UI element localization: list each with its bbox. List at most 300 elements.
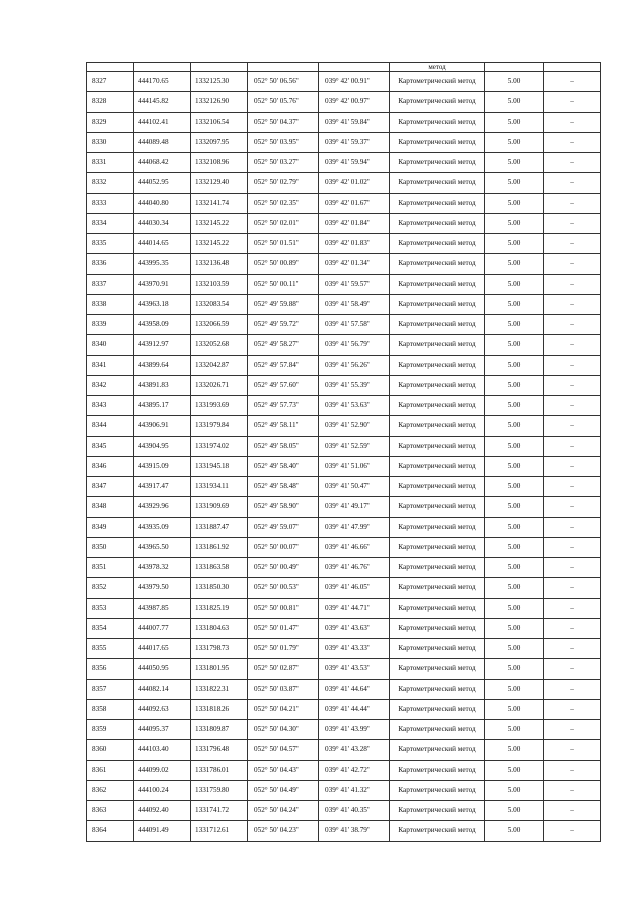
cell-accuracy: 5.00 (485, 274, 544, 294)
cell-longitude: 039° 42' 01.34" (319, 254, 390, 274)
cell-accuracy: 5.00 (485, 315, 544, 335)
cell-longitude: 039° 41' 46.05" (319, 578, 390, 598)
cell-x: 443965.50 (134, 537, 191, 557)
cell-accuracy: 5.00 (485, 456, 544, 476)
cell-extra: – (544, 92, 601, 112)
cell-y: 1331887.47 (191, 517, 248, 537)
cell-latitude: 052° 50' 00.89" (248, 254, 319, 274)
cell-longitude: 039° 42' 01.02" (319, 173, 390, 193)
table-row (87, 477, 601, 497)
cell-point-number: 8364 (87, 821, 134, 841)
cell-y: 1332126.90 (191, 92, 248, 112)
cell-accuracy: 5.00 (485, 760, 544, 780)
cell-accuracy: 5.00 (485, 132, 544, 152)
cell-method: Картометрический метод (390, 173, 485, 193)
cell-longitude: 039° 41' 43.33" (319, 639, 390, 659)
cell-longitude: 039° 41' 56.26" (319, 355, 390, 375)
cell-accuracy: 5.00 (485, 679, 544, 699)
cell-method: Картометрический метод (390, 477, 485, 497)
cell-y: 1331974.02 (191, 436, 248, 456)
cell-y: 1331979.84 (191, 416, 248, 436)
cell-accuracy: 5.00 (485, 517, 544, 537)
cell-accuracy: 5.00 (485, 598, 544, 618)
cell-accuracy: 5.00 (485, 335, 544, 355)
cell-longitude: 039° 42' 01.67" (319, 193, 390, 213)
cell-x: 444100.24 (134, 780, 191, 800)
cell-longitude: 039° 41' 52.59" (319, 436, 390, 456)
cell-latitude: 052° 50' 04.30" (248, 720, 319, 740)
cell-longitude: 039° 41' 44.64" (319, 679, 390, 699)
cell-point-number: 8342 (87, 375, 134, 395)
table-row (87, 578, 601, 598)
cell-method: Картометрический метод (390, 234, 485, 254)
cell-accuracy: 5.00 (485, 821, 544, 841)
cell-x: 444103.40 (134, 740, 191, 760)
cell-longitude: 039° 41' 57.58" (319, 315, 390, 335)
cell-x: 443915.09 (134, 456, 191, 476)
cell-point-number: 8332 (87, 173, 134, 193)
cell-extra: – (544, 355, 601, 375)
cell-point-number: 8358 (87, 699, 134, 719)
cell-y: 1331850.30 (191, 578, 248, 598)
cell-point-number: 8345 (87, 436, 134, 456)
cell-y: 1331822.31 (191, 679, 248, 699)
cell-x: 443912.97 (134, 335, 191, 355)
cell-longitude: 039° 41' 46.66" (319, 537, 390, 557)
cell-longitude: 039° 41' 55.39" (319, 375, 390, 395)
cell-accuracy: 5.00 (485, 193, 544, 213)
cell-x: 443963.18 (134, 294, 191, 314)
cell-longitude: 039° 41' 56.79" (319, 335, 390, 355)
cell-num (87, 63, 134, 72)
table-row (87, 416, 601, 436)
cell-longitude: 039° 41' 59.37" (319, 132, 390, 152)
cell-method: Картометрический метод (390, 578, 485, 598)
cell-accuracy: 5.00 (485, 153, 544, 173)
cell-point-number: 8341 (87, 355, 134, 375)
cell-longitude: 039° 41' 43.53" (319, 659, 390, 679)
table-row (87, 598, 601, 618)
cell-extra: – (544, 173, 601, 193)
cell-point-number: 8333 (87, 193, 134, 213)
cell-y: 1332083.54 (191, 294, 248, 314)
cell-extra: – (544, 618, 601, 638)
table-row (87, 760, 601, 780)
cell-point-number: 8328 (87, 92, 134, 112)
cell-method: Картометрический метод (390, 517, 485, 537)
cell-extra: – (544, 760, 601, 780)
cell-longitude: 039° 42' 00.91" (319, 72, 390, 92)
cell-y: 1331801.95 (191, 659, 248, 679)
cell-point-number: 8353 (87, 598, 134, 618)
cell-accuracy: 5.00 (485, 699, 544, 719)
cell-method: Картометрический метод (390, 659, 485, 679)
cell-latitude: 052° 50' 00.07" (248, 537, 319, 557)
table-row (87, 355, 601, 375)
cell-y: 1331934.11 (191, 477, 248, 497)
cell-latitude: 052° 50' 00.49" (248, 558, 319, 578)
cell-x: 443929.96 (134, 497, 191, 517)
cell-x: 444102.41 (134, 112, 191, 132)
table-row (87, 456, 601, 476)
cell-longitude: 039° 41' 46.76" (319, 558, 390, 578)
cell-longitude: 039° 41' 44.71" (319, 598, 390, 618)
cell-longitude: 039° 42' 00.97" (319, 92, 390, 112)
cell-extra: – (544, 780, 601, 800)
cell-point-number: 8347 (87, 477, 134, 497)
cell-point-number: 8355 (87, 639, 134, 659)
cell-method: Картометрический метод (390, 740, 485, 760)
table-row (87, 92, 601, 112)
cell-x (134, 63, 191, 72)
table-row (87, 679, 601, 699)
cell-accuracy: 5.00 (485, 720, 544, 740)
cell-longitude: 039° 41' 59.57" (319, 274, 390, 294)
cell-latitude: 052° 50' 00.81" (248, 598, 319, 618)
cell-method: Картометрический метод (390, 821, 485, 841)
cell-point-number: 8335 (87, 234, 134, 254)
cell-x: 443978.32 (134, 558, 191, 578)
cell-x: 444082.14 (134, 679, 191, 699)
cell-accuracy: 5.00 (485, 355, 544, 375)
cell-point-number: 8340 (87, 335, 134, 355)
cell-y: 1332136.48 (191, 254, 248, 274)
cell-latitude: 052° 50' 04.57" (248, 740, 319, 760)
cell-method: Картометрический метод (390, 294, 485, 314)
cell-y: 1331861.92 (191, 537, 248, 557)
table-row (87, 517, 601, 537)
table-row (87, 315, 601, 335)
cell-latitude: 052° 50' 04.43" (248, 760, 319, 780)
cell-latitude: 052° 49' 58.11" (248, 416, 319, 436)
cell-method: Картометрический метод (390, 193, 485, 213)
cell-extra: – (544, 598, 601, 618)
cell-accuracy: 5.00 (485, 416, 544, 436)
cell-point-number: 8334 (87, 213, 134, 233)
cell-latitude: 052° 50' 03.87" (248, 679, 319, 699)
cell-method: Картометрический метод (390, 153, 485, 173)
cell-x: 444099.02 (134, 760, 191, 780)
cell-latitude: 052° 49' 59.72" (248, 315, 319, 335)
cell-method: Картометрический метод (390, 760, 485, 780)
table-row (87, 436, 601, 456)
cell-longitude: 039° 41' 43.63" (319, 618, 390, 638)
cell-extra: – (544, 72, 601, 92)
cell-point-number: 8359 (87, 720, 134, 740)
cell-latitude: 052° 50' 04.37" (248, 112, 319, 132)
table-row (87, 659, 601, 679)
cell-accuracy: 5.00 (485, 254, 544, 274)
cell-x: 444050.95 (134, 659, 191, 679)
cell-latitude: 052° 49' 57.84" (248, 355, 319, 375)
cell-latitude: 052° 50' 03.95" (248, 132, 319, 152)
cell-x: 443895.17 (134, 396, 191, 416)
table-row (87, 294, 601, 314)
cell-extra: – (544, 193, 601, 213)
cell-method: Картометрический метод (390, 456, 485, 476)
cell-point-number: 8331 (87, 153, 134, 173)
cell-extra: – (544, 659, 601, 679)
cell-accuracy: 5.00 (485, 213, 544, 233)
table-row (87, 234, 601, 254)
cell-extra: – (544, 740, 601, 760)
cell-y: 1332141.74 (191, 193, 248, 213)
cell-extra: – (544, 274, 601, 294)
cell-extra: – (544, 153, 601, 173)
cell-method: Картометрический метод (390, 639, 485, 659)
cell-point-number: 8338 (87, 294, 134, 314)
cell-latitude: 052° 49' 57.60" (248, 375, 319, 395)
table-row (87, 193, 601, 213)
cell-x: 443995.35 (134, 254, 191, 274)
cell-extra: – (544, 477, 601, 497)
table-row (87, 497, 601, 517)
cell-method: Картометрический метод (390, 375, 485, 395)
cell-accuracy: 5.00 (485, 92, 544, 112)
cell-y: 1331712.61 (191, 821, 248, 841)
cell-x: 444170.65 (134, 72, 191, 92)
cell-extra: – (544, 335, 601, 355)
cell-latitude: 052° 50' 00.53" (248, 578, 319, 598)
cell-accuracy: 5.00 (485, 558, 544, 578)
cell-y: 1331818.26 (191, 699, 248, 719)
cell-latitude: 052° 49' 58.48" (248, 477, 319, 497)
cell-accuracy: 5.00 (485, 659, 544, 679)
cell-point-number: 8350 (87, 537, 134, 557)
cell-accuracy: 5.00 (485, 72, 544, 92)
cell-method: Картометрический метод (390, 497, 485, 517)
cell-y: 1331796.48 (191, 740, 248, 760)
cell-latitude: 052° 49' 58.05" (248, 436, 319, 456)
cell-longitude: 039° 42' 01.83" (319, 234, 390, 254)
cell-method: Картометрический метод (390, 618, 485, 638)
cell-x: 444068.42 (134, 153, 191, 173)
cell-method: Картометрический метод (390, 213, 485, 233)
cell-extra: – (544, 294, 601, 314)
cell-longitude: 039° 41' 52.90" (319, 416, 390, 436)
cell-point-number: 8339 (87, 315, 134, 335)
cell-y: 1332145.22 (191, 234, 248, 254)
cell-point-number: 8352 (87, 578, 134, 598)
cell-longitude: 039° 41' 53.63" (319, 396, 390, 416)
cell-method: Картометрический метод (390, 558, 485, 578)
table-row (87, 132, 601, 152)
cell-y: 1331804.63 (191, 618, 248, 638)
cell-extra: – (544, 821, 601, 841)
cell-point-number: 8357 (87, 679, 134, 699)
cell-accuracy: 5.00 (485, 396, 544, 416)
table-row (87, 335, 601, 355)
table-row (87, 112, 601, 132)
cell-x: 443979.50 (134, 578, 191, 598)
cell-latitude: 052° 49' 58.40" (248, 456, 319, 476)
cell-x: 443906.91 (134, 416, 191, 436)
table-row (87, 780, 601, 800)
cell-extra: – (544, 213, 601, 233)
table-row (87, 396, 601, 416)
cell-extra: – (544, 558, 601, 578)
cell-x: 444091.49 (134, 821, 191, 841)
cell-x: 443987.85 (134, 598, 191, 618)
cell-latitude: 052° 49' 58.27" (248, 335, 319, 355)
cell-method: метод (390, 63, 485, 72)
cell-method: Картометрический метод (390, 335, 485, 355)
cell-y: 1331759.80 (191, 780, 248, 800)
cell-y: 1331798.73 (191, 639, 248, 659)
cell-extra: – (544, 112, 601, 132)
cell-latitude: 052° 50' 03.27" (248, 153, 319, 173)
cell-x: 444014.65 (134, 234, 191, 254)
cell-method: Картометрический метод (390, 92, 485, 112)
cell-point-number: 8337 (87, 274, 134, 294)
cell-point-number: 8327 (87, 72, 134, 92)
table-row (87, 801, 601, 821)
cell-point-number: 8330 (87, 132, 134, 152)
cell-method: Картометрический метод (390, 720, 485, 740)
cell-latitude: 052° 50' 05.76" (248, 92, 319, 112)
cell-latitude: 052° 49' 57.73" (248, 396, 319, 416)
cell-accuracy: 5.00 (485, 618, 544, 638)
cell-extra: – (544, 679, 601, 699)
cell-accuracy: 5.00 (485, 294, 544, 314)
cell-x: 444040.80 (134, 193, 191, 213)
cell-x: 443904.95 (134, 436, 191, 456)
cell-point-number: 8361 (87, 760, 134, 780)
cell-latitude: 052° 49' 59.07" (248, 517, 319, 537)
cell-method: Картометрический метод (390, 801, 485, 821)
cell-extra: – (544, 801, 601, 821)
cell-y (191, 63, 248, 72)
cell-y: 1332052.68 (191, 335, 248, 355)
cell-method: Картометрический метод (390, 132, 485, 152)
cell-y: 1331909.69 (191, 497, 248, 517)
cell-extra: – (544, 497, 601, 517)
cell-longitude: 039° 41' 43.99" (319, 720, 390, 740)
cell-extra: – (544, 456, 601, 476)
cell-extra: – (544, 315, 601, 335)
cell-point-number: 8360 (87, 740, 134, 760)
cell-point-number: 8351 (87, 558, 134, 578)
cell-latitude: 052° 49' 58.90" (248, 497, 319, 517)
table-row (87, 699, 601, 719)
table-row (87, 720, 601, 740)
cell-y: 1332129.40 (191, 173, 248, 193)
cell-latitude: 052° 50' 01.79" (248, 639, 319, 659)
cell-longitude: 039° 41' 58.49" (319, 294, 390, 314)
cell-accuracy: 5.00 (485, 578, 544, 598)
cell-longitude: 039° 41' 40.35" (319, 801, 390, 821)
cell-accuracy: 5.00 (485, 112, 544, 132)
cell-method: Картометрический метод (390, 396, 485, 416)
cell-x: 443958.09 (134, 315, 191, 335)
cell-latitude: 052° 50' 01.51" (248, 234, 319, 254)
cell-method: Картометрический метод (390, 537, 485, 557)
cell-point-number: 8362 (87, 780, 134, 800)
cell-extra: – (544, 720, 601, 740)
cell-latitude: 052° 50' 04.23" (248, 821, 319, 841)
cell-x: 444030.34 (134, 213, 191, 233)
cell-y: 1332026.71 (191, 375, 248, 395)
cell-method: Картометрический метод (390, 416, 485, 436)
table-row (87, 558, 601, 578)
cell-point-number: 8336 (87, 254, 134, 274)
cell-y: 1332103.59 (191, 274, 248, 294)
cell-point-number: 8346 (87, 456, 134, 476)
cell-y: 1331945.18 (191, 456, 248, 476)
cell-x: 444052.95 (134, 173, 191, 193)
cell-accuracy: 5.00 (485, 477, 544, 497)
cell-latitude: 052° 50' 04.21" (248, 699, 319, 719)
cell-y: 1331809.87 (191, 720, 248, 740)
cell-method: Картометрический метод (390, 112, 485, 132)
cell-extra: – (544, 375, 601, 395)
cell-accuracy: 5.00 (485, 436, 544, 456)
cell-method: Картометрический метод (390, 598, 485, 618)
cell-point-number: 8349 (87, 517, 134, 537)
table-row (87, 213, 601, 233)
table-row (87, 274, 601, 294)
table-row-continued (87, 63, 601, 72)
cell-latitude: 052° 50' 00.11" (248, 274, 319, 294)
cell-accuracy: 5.00 (485, 173, 544, 193)
cell-y: 1331741.72 (191, 801, 248, 821)
cell-y: 1331825.19 (191, 598, 248, 618)
cell-accuracy: 5.00 (485, 375, 544, 395)
cell-longitude: 039° 41' 59.84" (319, 112, 390, 132)
cell-y: 1332097.95 (191, 132, 248, 152)
cell-longitude: 039° 41' 50.47" (319, 477, 390, 497)
cell-extra: – (544, 234, 601, 254)
cell-accuracy: 5.00 (485, 780, 544, 800)
cell-accuracy: 5.00 (485, 801, 544, 821)
cell-method: Картометрический метод (390, 436, 485, 456)
cell-extra: – (544, 396, 601, 416)
cell-extra: – (544, 416, 601, 436)
cell-point-number: 8344 (87, 416, 134, 436)
cell-extra: – (544, 517, 601, 537)
cell-longitude: 039° 41' 47.99" (319, 517, 390, 537)
cell-latitude: 052° 49' 59.88" (248, 294, 319, 314)
coordinates-table-page (86, 62, 600, 842)
cell-x: 443917.47 (134, 477, 191, 497)
cell-x: 443891.83 (134, 375, 191, 395)
cell-longitude: 039° 42' 01.84" (319, 213, 390, 233)
cell-y: 1332145.22 (191, 213, 248, 233)
cell-longitude: 039° 41' 43.28" (319, 740, 390, 760)
cell-y: 1331786.01 (191, 760, 248, 780)
cell-x: 444095.37 (134, 720, 191, 740)
cell-accuracy: 5.00 (485, 497, 544, 517)
cell-accuracy: 5.00 (485, 537, 544, 557)
cell-latitude: 052° 50' 04.49" (248, 780, 319, 800)
table-row (87, 72, 601, 92)
cell-point-number: 8356 (87, 659, 134, 679)
cell-point-number: 8343 (87, 396, 134, 416)
cell-method: Картометрический метод (390, 699, 485, 719)
cell-method: Картометрический метод (390, 315, 485, 335)
cell-point-number: 8354 (87, 618, 134, 638)
table-row (87, 537, 601, 557)
cell-accuracy (485, 63, 544, 72)
cell-latitude: 052° 50' 02.79" (248, 173, 319, 193)
cell-latitude: 052° 50' 04.24" (248, 801, 319, 821)
cell-extra: – (544, 699, 601, 719)
cell-lat (248, 63, 319, 72)
cell-method: Картометрический метод (390, 72, 485, 92)
cell-latitude: 052° 50' 01.47" (248, 618, 319, 638)
table-row (87, 153, 601, 173)
cell-x: 444007.77 (134, 618, 191, 638)
